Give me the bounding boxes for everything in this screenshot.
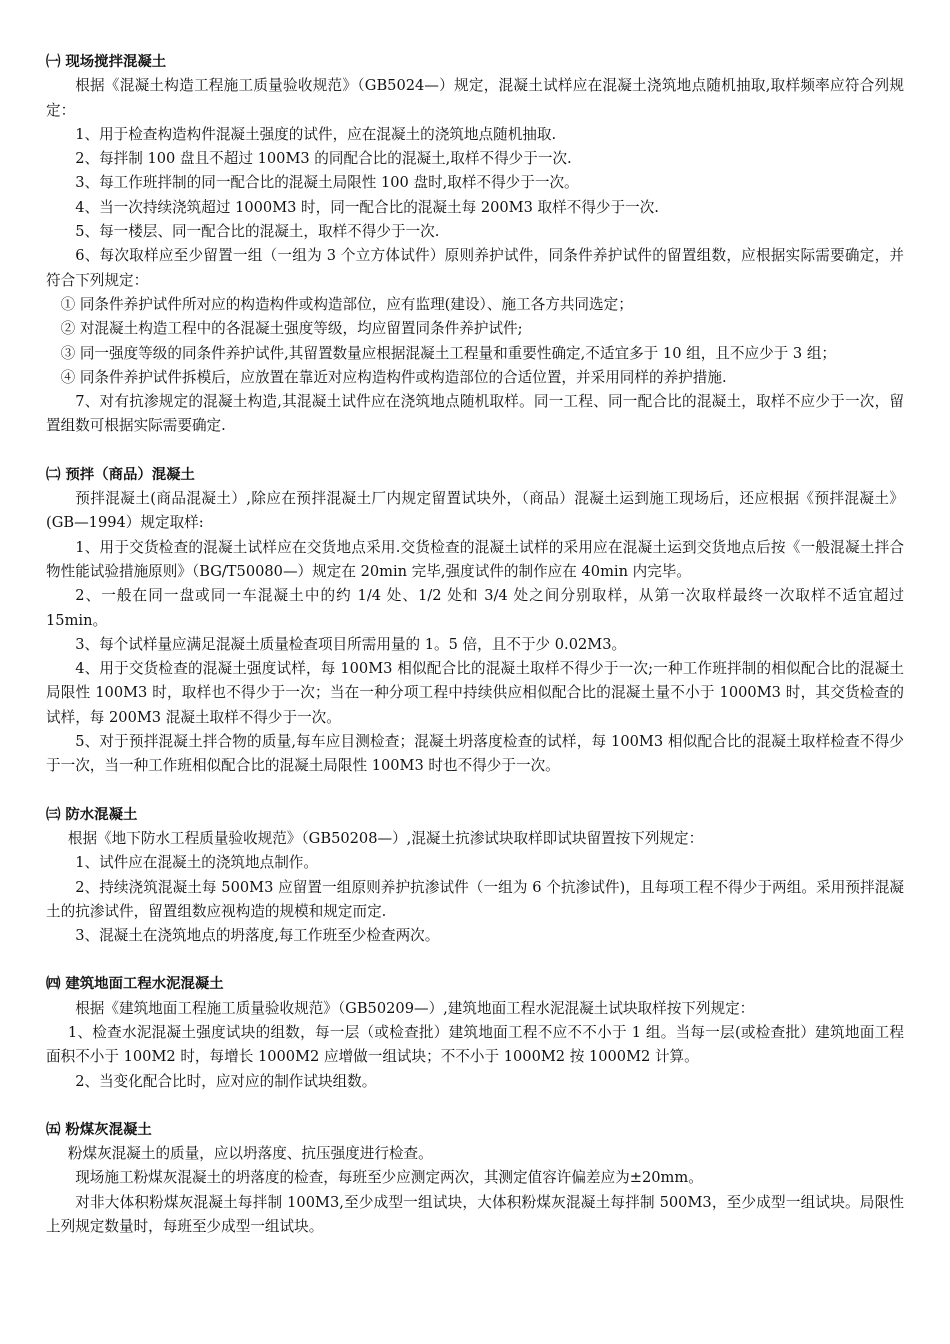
paragraph: 1、用于检查构造构件混凝土强度的试件，应在混凝土的浇筑地点随机抽取. (75, 125, 557, 143)
paragraph: 2、当变化配合比时，应对应的制作试块组数。 (75, 1072, 377, 1090)
section-heading: ㈠ 现场搅拌混凝土 (46, 54, 167, 70)
section-heading: ㈣ 建筑地面工程水泥混凝土 (46, 976, 224, 993)
paragraph: ③ 同一强度等级的同条件养护试件,其留置数量应根据混凝土工程量和重要性确定,不适宜多于 10 组，且不应少于 3 组； (60, 344, 837, 362)
paragraph: 2、每拌制 100 盘且不超过 100M3 的同配合比的混凝土,取样不得少于一次. (75, 150, 572, 168)
paragraph: 3、每个试样量应满足混凝土质量检查项目所需用量的 1。5 倍，且不于少 0.02M3。 (75, 635, 627, 653)
paragraph: 2、一般在同一盘或同一车混凝土中的约 1/4 处、1/2 处和 3/4 处之间分别取样，从第一次取样最终一次取样不适宜超过 15min。 (46, 587, 904, 629)
paragraph: 3、混凝土在浇筑地点的坍落度,每工作班至少检查两次。 (75, 927, 440, 945)
paragraph: 4、当一次持续浇筑超过 1000M3 时，同一配合比的混凝土每 200M3 取样不得少于一次. (75, 198, 659, 216)
paragraph: 7、对有抗渗规定的混凝土构造,其混凝土试件应在浇筑地点随机取样。同一工程、同一配合比的混凝土，取样不应少于一次，留置组数可根据实际需要确定. (46, 393, 904, 435)
paragraph: 5、对于预拌混凝土拌合物的质量,每车应目测检查；混凝土坍落度检查的试样，每 100M3 相似配合比的混凝土取样检查不得少于一次，当一种工作班相似配合比的混凝土局限性 100M3 时也不得少于一次。 (46, 733, 904, 775)
section-heading: ㈤ 粉煤灰混凝土 (46, 1121, 152, 1138)
paragraph: 粉煤灰混凝土的质量，应以坍落度、抗压强度进行检查。 (67, 1145, 433, 1163)
paragraph: 2、持续浇筑混凝土每 500M3 应留置一组原则养护抗渗试件（一组为 6 个抗渗试件)，且每项工程不得少于两组。采用预拌混凝土的抗渗试件，留置组数应视构造的规模和规定而定. (46, 878, 904, 920)
section-heading: ㈡ 预拌（商品）混凝土 (46, 466, 195, 483)
paragraph: 1、检查水泥混凝土强度试块的组数，每一层（或检查批）建筑地面工程不应不不小于 1 组。当每一层(或检查批）建筑地面工程面积不小于 100M2 时，每增长 1000M2 应增做一组试块；不不小于 1000M2 按 1000M2 计算。 (46, 1023, 904, 1066)
paragraph: ② 对混凝土构造工程中的各混凝土强度等级，均应留置同条件养护试件; (60, 320, 523, 338)
paragraph: 根据《混凝土构造工程施工质量验收规范》（GB5024—）规定，混凝土试样应在混凝土浇筑地点随机抽取,取样频率应符合列规定： (46, 77, 904, 119)
section-heading: ㈢ 防水混凝土 (46, 806, 138, 823)
paragraph: 对非大体积粉煤灰混凝土每拌制 100M3,至少成型一组试块，大体积粉煤灰混凝土每拌制 500M3，至少成型一组试块。局限性上列规定数量时，每班至少成型一组试块。 (46, 1193, 904, 1236)
paragraph: 预拌混凝土(商品混凝土）,除应在预拌混凝土厂内规定留置试块外，（商品）混凝土运到施工现场后，还应根据《预拌混凝土》(GB—1994）规定取样: (46, 490, 904, 532)
paragraph: 现场施工粉煤灰混凝土的坍落度的检查，每班至少应测定两次，其测定值容许偏差应为±20mm。 (75, 1169, 703, 1187)
paragraph: 根据《地下防水工程质量验收规范》（GB50208—）,混凝土抗渗试块取样即试块留置按下列规定： (67, 829, 704, 847)
paragraph: 4、用于交货检查的混凝土强度试样，每 100M3 相似配合比的混凝土取样不得少于一次;一种工作班拌制的相似配合比的混凝土局限性 100M3 时，取样也不得少于一次；当在一种分项工程中持续供应相似配合比的混凝土量不小于 1000M3 时，其交货检查的试样，每 200M3 混凝土取样不得少于一次。 (46, 660, 904, 726)
paragraph: 6、每次取样应至少留置一组（一组为 3 个立方体试件）原则养护试件，同条件养护试件的留置组数，应根据实际需要确定，并符合下列规定： (46, 247, 904, 289)
paragraph: 根据《建筑地面工程施工质量验收规范》（GB50209—）,建筑地面工程水泥混凝土试块取样按下列规定： (75, 999, 755, 1017)
paragraph: 1、试件应在混凝土的浇筑地点制作。 (75, 854, 318, 872)
paragraph: 3、每工作班拌制的同一配合比的混凝土局限性 100 盘时,取样不得少于一次。 (75, 174, 579, 192)
paragraph: ④ 同条件养护试件拆模后，应放置在靠近对应构造构件或构造部位的合适位置，并采用同样的养护措施. (60, 368, 727, 386)
paragraph: ① 同条件养护试件所对应的构造构件或构造部位，应有监理(建设）、施工各方共同选定； (60, 295, 633, 313)
paragraph: 5、每一楼层、同一配合比的混凝土，取样不得少于一次. (75, 223, 440, 241)
paragraph: 1、用于交货检查的混凝土试样应在交货地点采用.交货检查的混凝土试样的采用应在混凝土运到交货地点后按《一般混凝土拌合物性能试验措施原则》（BG/T50080—）规定在 20min 完毕,强度试件的制作应在 40min 内完毕。 (46, 538, 904, 580)
document-body (46, 50, 904, 1239)
